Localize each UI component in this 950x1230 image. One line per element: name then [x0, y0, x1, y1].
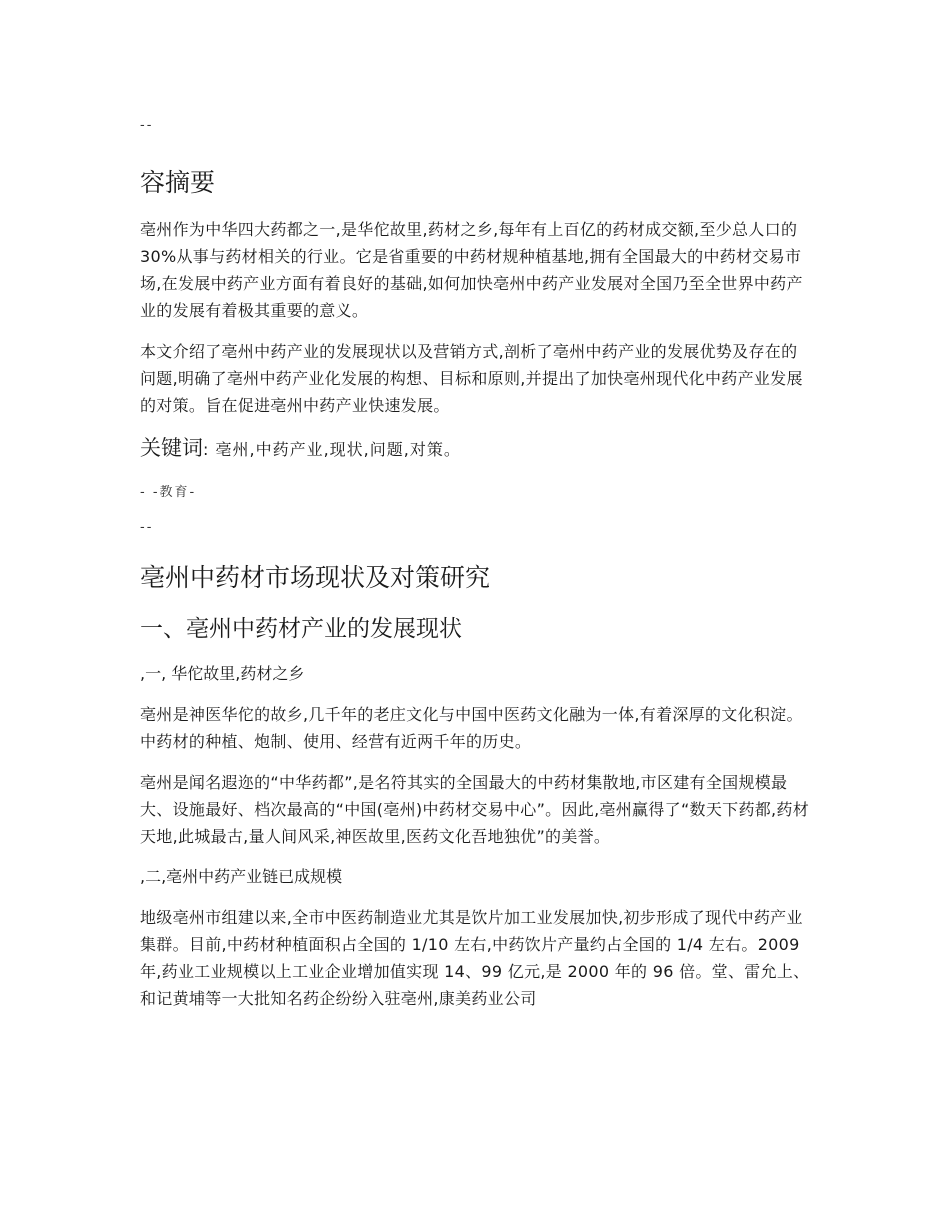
keywords-label: 关键词: [140, 436, 203, 460]
page-top-marker: --: [140, 118, 154, 133]
section-heading-1: 一、亳州中药材产业的发展现状: [140, 616, 462, 642]
subsection-1-paragraph-2: 亳州是闻名遐迩的“中华药都”,是名符其实的全国最大的中药材集散地,市区建有全国规模最大、设施最好、档次最高的“中国(亳州)中药材交易中心”。因此,亳州赢得了“数天下药都,药材天地,此城最古,量人间风采,神医故里,医药文化吾地独优”的美誉。: [140, 773, 810, 846]
abstract-paragraph-1: 亳州作为中华四大药都之一,是华佗故里,药材之乡,每年有上百亿的药材成交额,至少总人口的 30%从事与药材相关的行业。它是省重要的中药材规种植基地,拥有全国最大的中药材交易市场,在发展中药产业方面有着良好的基础,如何加快亳州中药产业发展对全国乃至全世界中药产业的发展有着极其重要的意义。: [140, 220, 803, 320]
document-title: 亳州中药材市场现状及对策研究: [140, 563, 491, 592]
abstract-paragraph-2: 本文介绍了亳州中药产业的发展现状以及营销方式,剖析了亳州中药产业的发展优势及存在的问题,明确了亳州中药产业化发展的构想、目标和原则,并提出了加快亳州现代化中药产业发展的对策。旨在促进亳州中药产业快速发展。: [140, 342, 803, 415]
page-footer-label: - -教育-: [140, 485, 197, 500]
page-mid-marker: --: [140, 520, 154, 535]
abstract-heading: 容摘要: [140, 168, 216, 197]
keywords-text: : 亳州,中药产业,现状,问题,对策。: [203, 440, 461, 459]
subsection-heading-2: ,二,亳州中药产业链已成规模: [140, 867, 343, 886]
subsection-heading-1: ,一, 华佗故里,药材之乡: [140, 664, 305, 683]
subsection-1-paragraph-1: 亳州是神医华佗的故乡,几千年的老庄文化与中国中医药文化融为一体,有着深厚的文化积淀。中药材的种植、炮制、使用、经营有近两千年的历史。: [140, 705, 803, 751]
subsection-2-paragraph-1: 地级亳州市组建以来,全市中医药制造业尤其是饮片加工业发展加快,初步形成了现代中药产业集群。目前,中药材种植面积占全国的 1/10 左右,中药饮片产量约占全国的 1/4 左右。2009 年,药业工业规模以上工业企业增加值实现 14、99 亿元,是 2000 年的 96 倍。堂、雷允上、和记黄埔等一大批知名药企纷纷入驻亳州,康美药业公司: [140, 908, 810, 1008]
keywords-line: [140, 433, 810, 465]
